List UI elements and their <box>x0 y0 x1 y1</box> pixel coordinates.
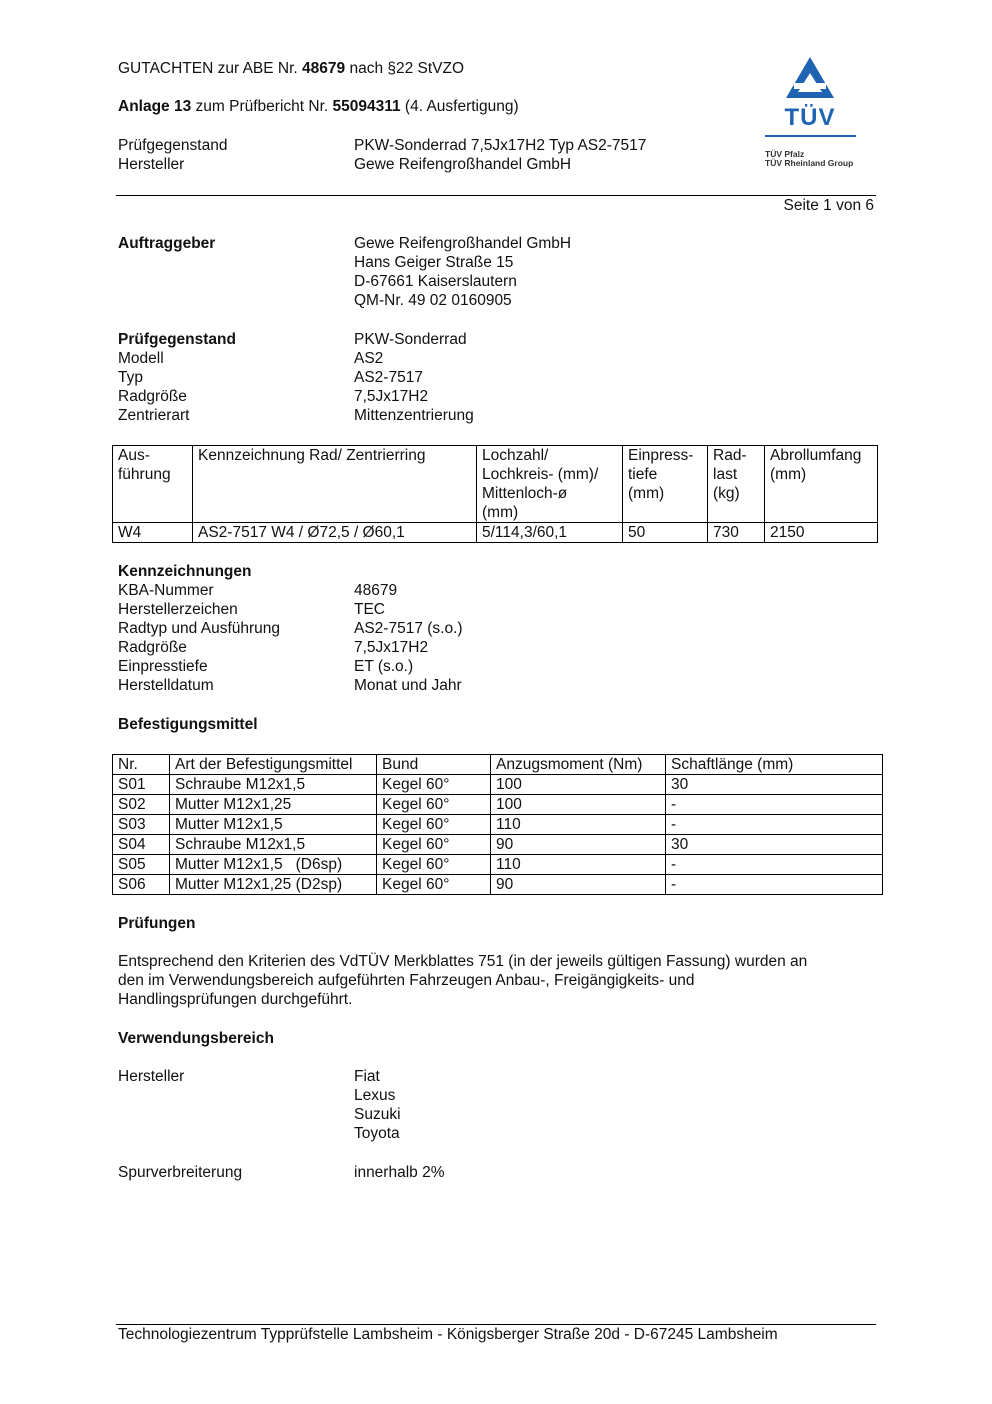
table-cell: 50 <box>623 523 708 543</box>
table-cell: 110 <box>491 855 666 875</box>
table-cell: S04 <box>113 835 170 855</box>
title-suffix: nach §22 StVZO <box>345 60 465 77</box>
table-cell: 110 <box>491 815 666 835</box>
header-cell: Aus- führung <box>113 446 193 523</box>
header-cell: Bund <box>377 755 491 775</box>
title-prefix: GUTACHTEN zur ABE Nr. <box>118 60 303 77</box>
header-cell: Kennzeichnung Rad/ Zentrierring <box>193 446 477 523</box>
header-cell: Nr. <box>113 755 170 775</box>
pruef-value-zentrierart: Mittenzentrierung <box>354 407 474 424</box>
table-cell: Kegel 60° <box>377 855 491 875</box>
auftraggeber-line: QM-Nr. 49 02 0160905 <box>354 292 512 309</box>
pruefgegenstand-heading: Prüfgegenstand <box>118 331 236 348</box>
page-number: Seite 1 von 6 <box>783 197 874 214</box>
table-row <box>113 875 883 895</box>
header-hersteller-label: Hersteller <box>118 156 185 173</box>
pruef-label-zentrierart: Zentrierart <box>118 407 190 424</box>
table-cell: Mutter M12x1,25 <box>170 795 377 815</box>
header-cell: Einpress- tiefe (mm) <box>623 446 708 523</box>
pruef-label-modell: Modell <box>118 350 164 367</box>
table-cell: Kegel 60° <box>377 815 491 835</box>
report-title <box>118 59 464 78</box>
verwendung-hersteller-item: Lexus <box>354 1087 396 1104</box>
header-cell: Rad- last (kg) <box>708 446 765 523</box>
tuv-logo-rule <box>765 135 856 137</box>
table-cell: S01 <box>113 775 170 795</box>
auftraggeber-line: Gewe Reifengroßhandel GmbH <box>354 235 572 252</box>
table-cell: Kegel 60° <box>377 875 491 895</box>
table-cell: 730 <box>708 523 765 543</box>
table-cell: - <box>666 815 883 835</box>
table-cell: S02 <box>113 795 170 815</box>
kennz-value: TEC <box>354 601 385 618</box>
kennzeichnungen-heading: Kennzeichnungen <box>118 563 252 580</box>
kennz-label: Einpresstiefe <box>118 658 208 675</box>
table-cell: 100 <box>491 795 666 815</box>
table-cell: Kegel 60° <box>377 835 491 855</box>
spurverbreiterung-value: innerhalb 2% <box>354 1164 445 1181</box>
tuv-logo-sub1: TÜV Pfalz <box>765 149 805 159</box>
header-cell: Art der Befestigungsmittel <box>170 755 377 775</box>
auftraggeber-line: Hans Geiger Straße 15 <box>354 254 514 271</box>
pruef-value-typ: AS2-7517 <box>354 369 423 386</box>
header-cell: Abrollumfang (mm) <box>765 446 878 523</box>
table-row <box>113 523 878 543</box>
table-cell: S06 <box>113 875 170 895</box>
pruef-label-typ: Typ <box>118 369 143 386</box>
table-cell: - <box>666 795 883 815</box>
header-divider <box>116 195 876 196</box>
table-cell: 100 <box>491 775 666 795</box>
verwendungsbereich-heading: Verwendungsbereich <box>118 1030 274 1047</box>
table-cell: 30 <box>666 775 883 795</box>
abe-number: 48679 <box>302 60 346 77</box>
pruefungen-heading: Prüfungen <box>118 915 196 932</box>
kennz-label: Radtyp und Ausführung <box>118 620 281 637</box>
tuv-logo-text: TÜV <box>784 104 836 131</box>
pruefgegenstand-heading-value: PKW-Sonderrad <box>354 331 467 348</box>
befestigung-heading: Befestigungsmittel <box>118 716 258 733</box>
spurverbreiterung-label: Spurverbreiterung <box>118 1164 243 1181</box>
header-cell: Lochzahl/ Lochkreis- (mm)/ Mittenloch-ø (mm) <box>477 446 623 523</box>
kennz-value: 48679 <box>354 582 398 599</box>
table-row <box>113 815 883 835</box>
tuv-logo-sub2: TÜV Rheinland Group <box>765 158 854 168</box>
wheel-table <box>112 445 878 543</box>
attachment-number: Anlage 13 <box>118 98 192 115</box>
table-cell: AS2-7517 W4 / Ø72,5 / Ø60,1 <box>193 523 477 543</box>
table-cell: 30 <box>666 835 883 855</box>
attachment-suffix: (4. Ausfertigung) <box>400 98 519 115</box>
table-cell: Schraube M12x1,5 <box>170 775 377 795</box>
header-pruefgegenstand-value: PKW-Sonderrad 7,5Jx17H2 Typ AS2-7517 <box>354 137 647 154</box>
verwendung-hersteller-label: Hersteller <box>118 1068 185 1085</box>
pruefungen-text-line: Handlingsprüfungen durchgeführt. <box>118 991 353 1008</box>
pruef-value-modell: AS2 <box>354 350 384 367</box>
table-cell: Mutter M12x1,5 <box>170 815 377 835</box>
kennz-value: Monat und Jahr <box>354 677 462 694</box>
table-cell: S03 <box>113 815 170 835</box>
table-cell: 90 <box>491 875 666 895</box>
table-row <box>113 855 883 875</box>
table-row <box>113 795 883 815</box>
befestigung-header-row <box>113 755 883 775</box>
header-cell: Anzugsmoment (Nm) <box>491 755 666 775</box>
table-cell: Mutter M12x1,5 (D6sp) <box>170 855 377 875</box>
kennz-label: KBA-Nummer <box>118 582 214 599</box>
table-cell: W4 <box>113 523 193 543</box>
report-number: 55094311 <box>332 98 401 115</box>
kennz-value: AS2-7517 (s.o.) <box>354 620 463 637</box>
auftraggeber-line: D-67661 Kaiserslautern <box>354 273 517 290</box>
kennz-label: Herstelldatum <box>118 677 214 694</box>
table-cell: - <box>666 855 883 875</box>
tuv-logo <box>760 54 860 174</box>
pruefungen-text-line: Entsprechend den Kriterien des VdTÜV Merkblattes 751 (in der jeweils gültigen Fassung) wurden an <box>118 953 808 970</box>
header-pruefgegenstand-label: Prüfgegenstand <box>118 137 228 154</box>
table-cell: 90 <box>491 835 666 855</box>
pruefungen-text-line: den im Verwendungsbereich aufgeführten Fahrzeugen Anbau-, Freigängigkeits- und <box>118 972 695 989</box>
table-cell: S05 <box>113 855 170 875</box>
table-cell: Kegel 60° <box>377 775 491 795</box>
pruef-value-radgroesse: 7,5Jx17H2 <box>354 388 429 405</box>
verwendung-hersteller-item: Suzuki <box>354 1106 401 1123</box>
verwendung-hersteller-item: Toyota <box>354 1125 400 1142</box>
header-hersteller-value: Gewe Reifengroßhandel GmbH <box>354 156 572 173</box>
table-row <box>113 775 883 795</box>
kennz-label: Herstellerzeichen <box>118 601 238 618</box>
table-cell: Schraube M12x1,5 <box>170 835 377 855</box>
kennz-label: Radgröße <box>118 639 187 656</box>
table-cell: Kegel 60° <box>377 795 491 815</box>
footer-text: Technologiezentrum Typprüfstelle Lambsheim - Königsberger Straße 20d - D-67245 Lambsheim <box>118 1326 778 1343</box>
header-cell: Schaftlänge (mm) <box>666 755 883 775</box>
verwendung-hersteller-item: Fiat <box>354 1068 380 1085</box>
table-cell: - <box>666 875 883 895</box>
attachment-line <box>118 97 519 116</box>
table-cell: 5/114,3/60,1 <box>477 523 623 543</box>
pruef-label-radgroesse: Radgröße <box>118 388 187 405</box>
table-row <box>113 835 883 855</box>
befestigung-table <box>112 754 883 895</box>
table-cell: 2150 <box>765 523 878 543</box>
auftraggeber-label: Auftraggeber <box>118 235 216 252</box>
wheel-table-header <box>113 446 878 523</box>
kennz-value: 7,5Jx17H2 <box>354 639 429 656</box>
table-cell: Mutter M12x1,25 (D2sp) <box>170 875 377 895</box>
kennz-value: ET (s.o.) <box>354 658 414 675</box>
attachment-mid: zum Prüfbericht Nr. <box>191 98 333 115</box>
